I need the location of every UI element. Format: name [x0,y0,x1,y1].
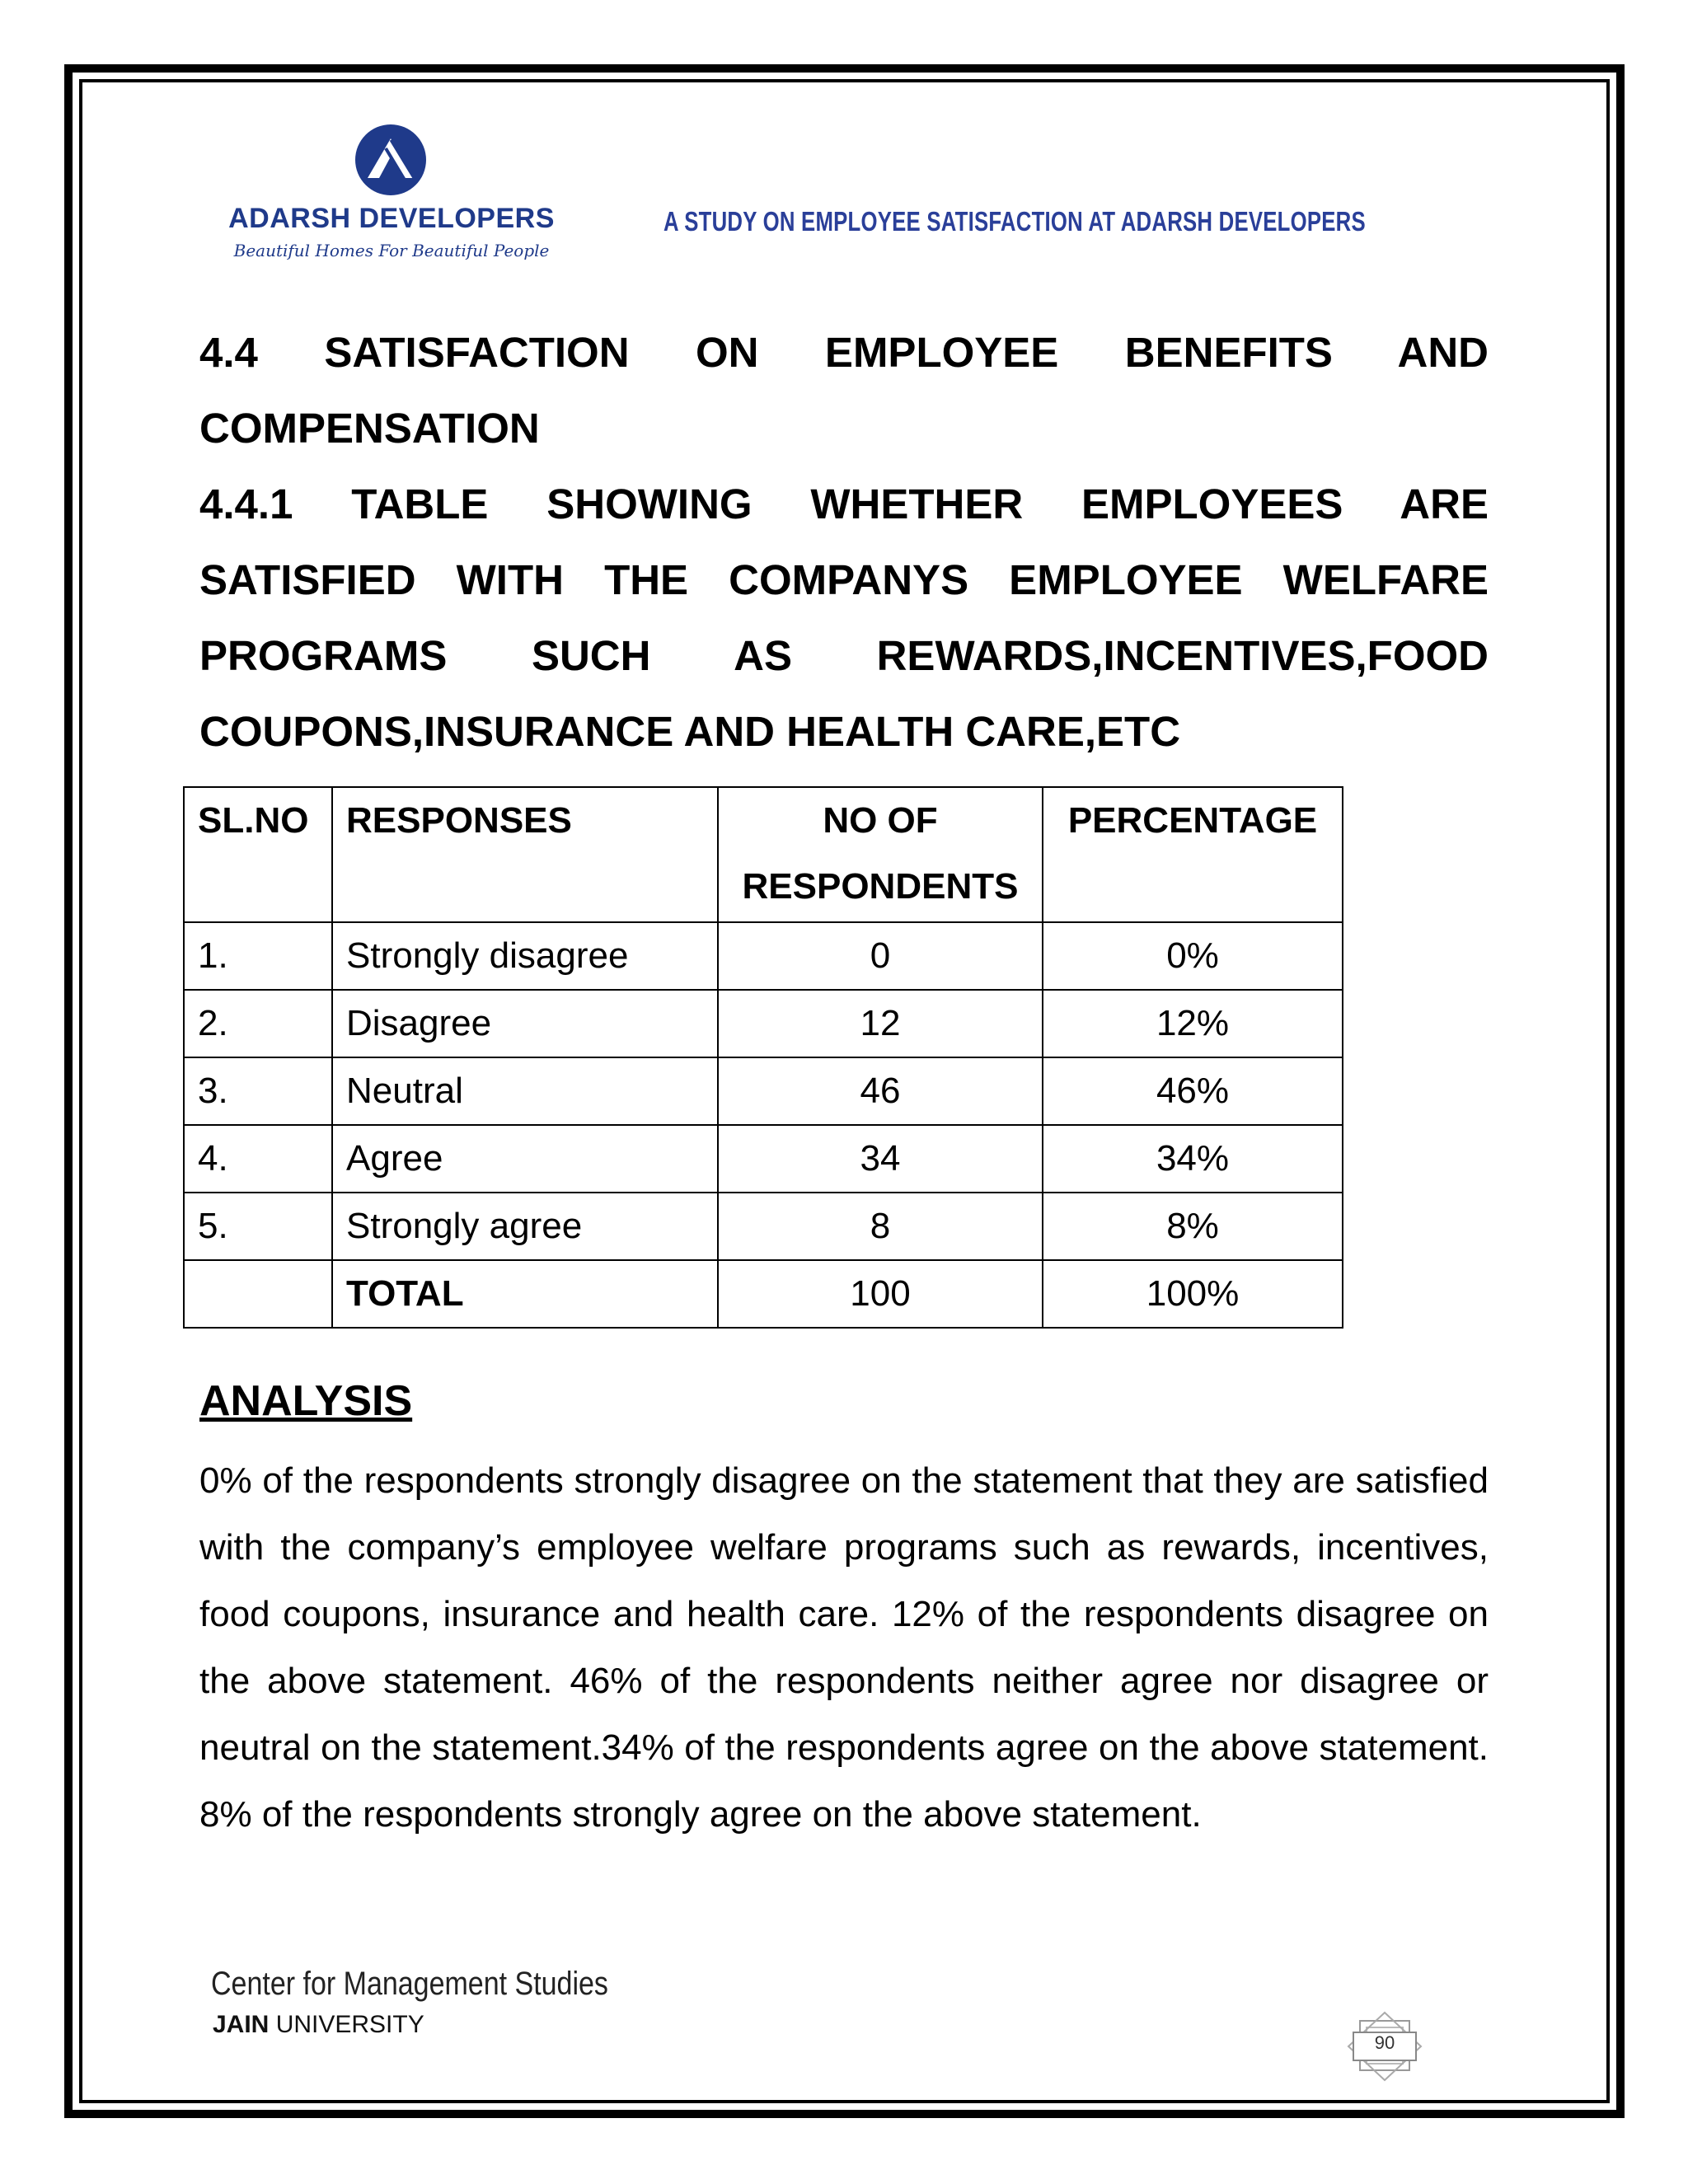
header-slno: SL.NO [184,787,332,922]
logo-company-name: ADARSH DEVELOPERS [228,203,555,234]
page-number: 90 [1374,2032,1395,2053]
table-header-row [184,787,1343,922]
table-row [184,1057,1343,1125]
cell-count: 46 [718,1057,1043,1125]
section-heading-line: 4.4 SATISFACTION ON EMPLOYEE BENEFITS AND [199,329,1489,376]
table-heading-line: SATISFIED WITH THE COMPANYS EMPLOYEE WELFARE [199,556,1489,603]
cell-slno: 3. [184,1057,332,1125]
cell-response: Strongly disagree [332,922,718,990]
footer-university-bold: JAIN [213,2011,270,2038]
cell-count: 0 [718,922,1043,990]
header-responses: RESPONSES [332,787,718,922]
cell-count: 8 [718,1193,1043,1260]
cell-slno: 2. [184,990,332,1057]
section-heading [199,315,1489,466]
cell-response: Agree [332,1125,718,1193]
header-respondents-line1: NO OF [823,800,938,841]
footer-center-name: Center for Management Studies [211,1966,608,2002]
header-percentage: PERCENTAGE [1043,787,1343,922]
footer-university-rest: UNIVERSITY [269,2011,424,2038]
responses-table [183,786,1343,1329]
cell-total-percent: 100% [1043,1260,1343,1328]
study-title: A STUDY ON EMPLOYEE SATISFACTION AT ADARSH DEVELOPERS [663,206,1366,237]
cell-slno-empty [184,1260,332,1328]
cell-percent: 0% [1043,922,1343,990]
table-row [184,922,1343,990]
cell-count: 12 [718,990,1043,1057]
table-heading-line: COUPONS,INSURANCE AND HEALTH CARE,ETC [199,708,1181,755]
cell-percent: 8% [1043,1193,1343,1260]
cell-percent: 12% [1043,990,1343,1057]
analysis-title: ANALYSIS [199,1377,413,1425]
cell-total-label: TOTAL [332,1260,718,1328]
table-heading [199,466,1489,770]
cell-slno: 1. [184,922,332,990]
table-heading-line: PROGRAMS SUCH AS REWARDS,INCENTIVES,FOOD [199,632,1489,679]
cell-response: Strongly agree [332,1193,718,1260]
cell-response: Disagree [332,990,718,1057]
table-heading-line: 4.4.1 TABLE SHOWING WHETHER EMPLOYEES ARE [199,480,1489,527]
table-total-row [184,1260,1343,1328]
cell-total-count: 100 [718,1260,1043,1328]
section-heading-line: COMPENSATION [199,405,540,452]
header-respondents-line2: RESPONDENTS [742,866,1019,907]
cell-slno: 4. [184,1125,332,1193]
table-row [184,990,1343,1057]
company-logo [223,124,560,272]
cell-slno: 5. [184,1193,332,1260]
cell-response: Neutral [332,1057,718,1125]
page-number-badge [1345,2009,1424,2083]
logo-emblem-icon [354,124,427,196]
cell-percent: 46% [1043,1057,1343,1125]
header-respondents [718,787,1043,922]
table-row [184,1125,1343,1193]
logo-tagline: Beautiful Homes For Beautiful People [233,241,550,260]
analysis-paragraph: 0% of the respondents strongly disagree on the statement that they are satisfied with the company’s employee welfare programs such as rewards, incentives, food coupons, insurance and health care. 12% of the respondents disagree on the above statement. 46% of the respondents neither agree nor disagree or neutral on the statement.34% of the respondents agree on the above statement. 8% of the respondents strongly agree on the above statement. [199,1460,1489,1835]
footer-university [213,2011,424,2039]
table-row [184,1193,1343,1260]
cell-count: 34 [718,1125,1043,1193]
cell-percent: 34% [1043,1125,1343,1193]
